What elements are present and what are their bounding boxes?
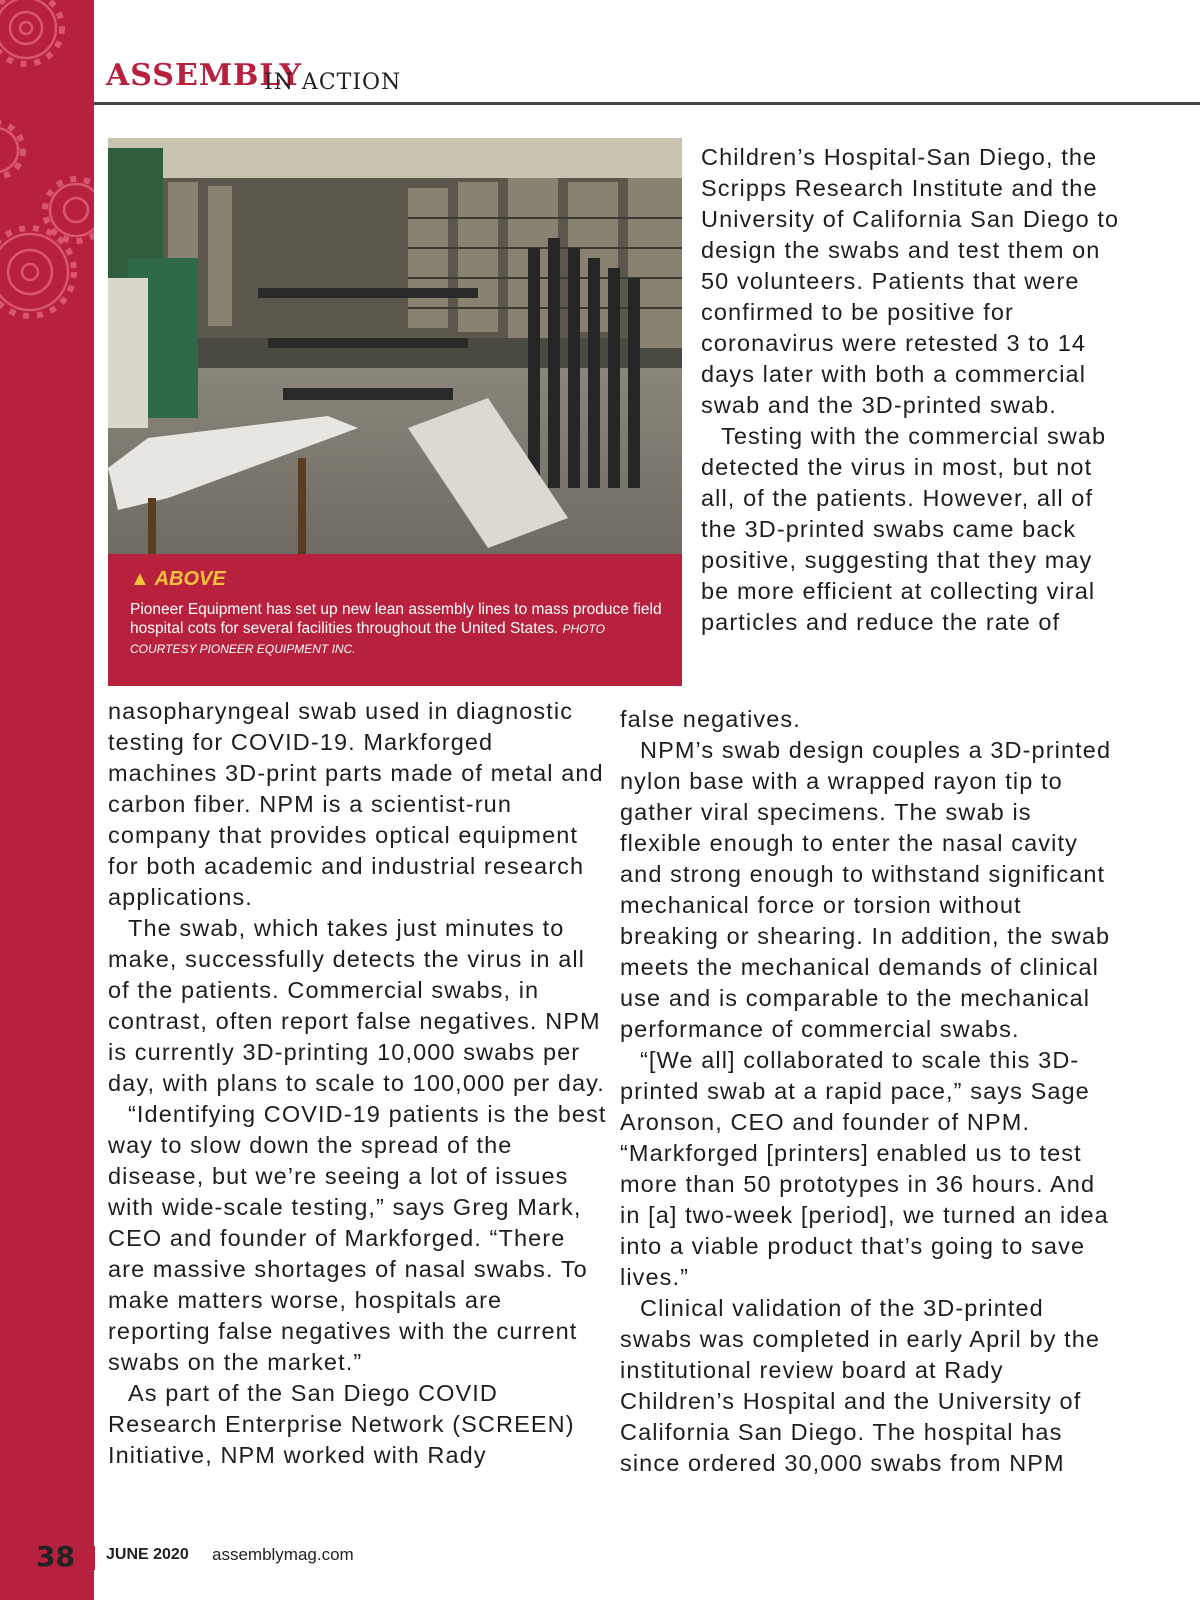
page-number: 38	[36, 1540, 75, 1573]
caption-text	[130, 600, 664, 659]
paragraph: The swab, which takes just minutes to make, successfully detects the virus in all of the patients. Commercial swabs, in contrast, often report false negatives. NPM is currently 3D-printing 10,000 swabs per day, with plans to scale to 100,000 per day.	[108, 915, 605, 1096]
article-right-column-top	[701, 142, 1121, 638]
website-link[interactable]: assemblymag.com	[212, 1545, 354, 1564]
section-title: ASSEMBLY	[106, 58, 302, 93]
article-right-column-bottom	[620, 704, 1120, 1479]
paragraph: nasopharyngeal swab used in diagnostic testing for COVID-19. Markforged machines 3D-print parts made of metal and carbon fiber. NPM is a scientist-run company that provides optical equipment for both academic and industrial research applications.	[108, 698, 604, 910]
section-subtitle: IN ACTION	[264, 70, 402, 95]
footer-separator	[84, 1546, 88, 1570]
gear-decoration-icon	[0, 0, 94, 360]
paragraph: NPM’s swab design couples a 3D-printed nylon base with a wrapped rayon tip to gather viral specimens. The swab is flexible enough to enter the nasal cavity and strong enough to withstand significant mechanical force or torsion without breaking or shearing. In addition, the swab meets the mechanical demands of clinical use and is comparable to the mechanical performance of commercial swabs.	[620, 737, 1112, 1042]
section-header	[106, 58, 1200, 102]
caption-body: Pioneer Equipment has set up new lean assembly lines to mass produce field hospital cots for several facilities throughout the United States.	[130, 601, 662, 637]
photo-caption	[108, 554, 682, 686]
issue-date: JUNE 2020	[106, 1546, 189, 1563]
photo-figure	[108, 138, 682, 686]
paragraph: Clinical validation of the 3D-printed swabs was completed in early April by the institutional review board at Rady Children’s Hospital and the University of California San Diego. The hospital has since ordered 30,000 swabs from NPM	[620, 1295, 1101, 1476]
paragraph: “Identifying COVID-19 patients is the best way to slow down the spread of the disease, but we’re seeing a lot of issues with wide-scale testing,” says Greg Mark, CEO and founder of Markforged. “There are massive shortages of nasal swabs. To make matters worse, hospitals are reporting false negatives with the current swabs on the market.”	[108, 1101, 607, 1375]
article-left-column	[108, 696, 608, 1471]
paragraph: “[We all] collaborated to scale this 3D-printed swab at a rapid pace,” says Sage Aronson, CEO and founder of NPM. “Markforged [printers] enabled us to test more than 50 prototypes in 36 hours. And in [a] two-week [period], we turned an idea into a viable product that’s going to save lives.”	[620, 1047, 1109, 1290]
paragraph: false negatives.	[620, 706, 801, 732]
caption-label: ▲ ABOVE	[130, 568, 226, 590]
left-accent-bar	[0, 0, 94, 1600]
paragraph: As part of the San Diego COVID Research Enterprise Network (SCREEN) Initiative, NPM worked with Rady	[108, 1380, 575, 1468]
paragraph: Children’s Hospital-San Diego, the Scripps Research Institute and the University of California San Diego to design the swabs and test them on 50 volunteers. Patients that were confirmed to be positive for coronavirus were retested 3 to 14 days later with both a commercial swab and the 3D-printed swab.	[701, 144, 1120, 418]
warehouse-assembly-line-photo	[108, 138, 682, 554]
paragraph: Testing with the commercial swab detected the virus in most, but not all, of the patients. However, all of the 3D-printed swabs came back positive, suggesting that they may be more efficient at collecting viral particles and reduce the rate of	[701, 423, 1107, 635]
header-rule	[94, 102, 1200, 105]
caption-credit: PHOTO COURTESY PIONEER EQUIPMENT INC.	[130, 622, 605, 656]
